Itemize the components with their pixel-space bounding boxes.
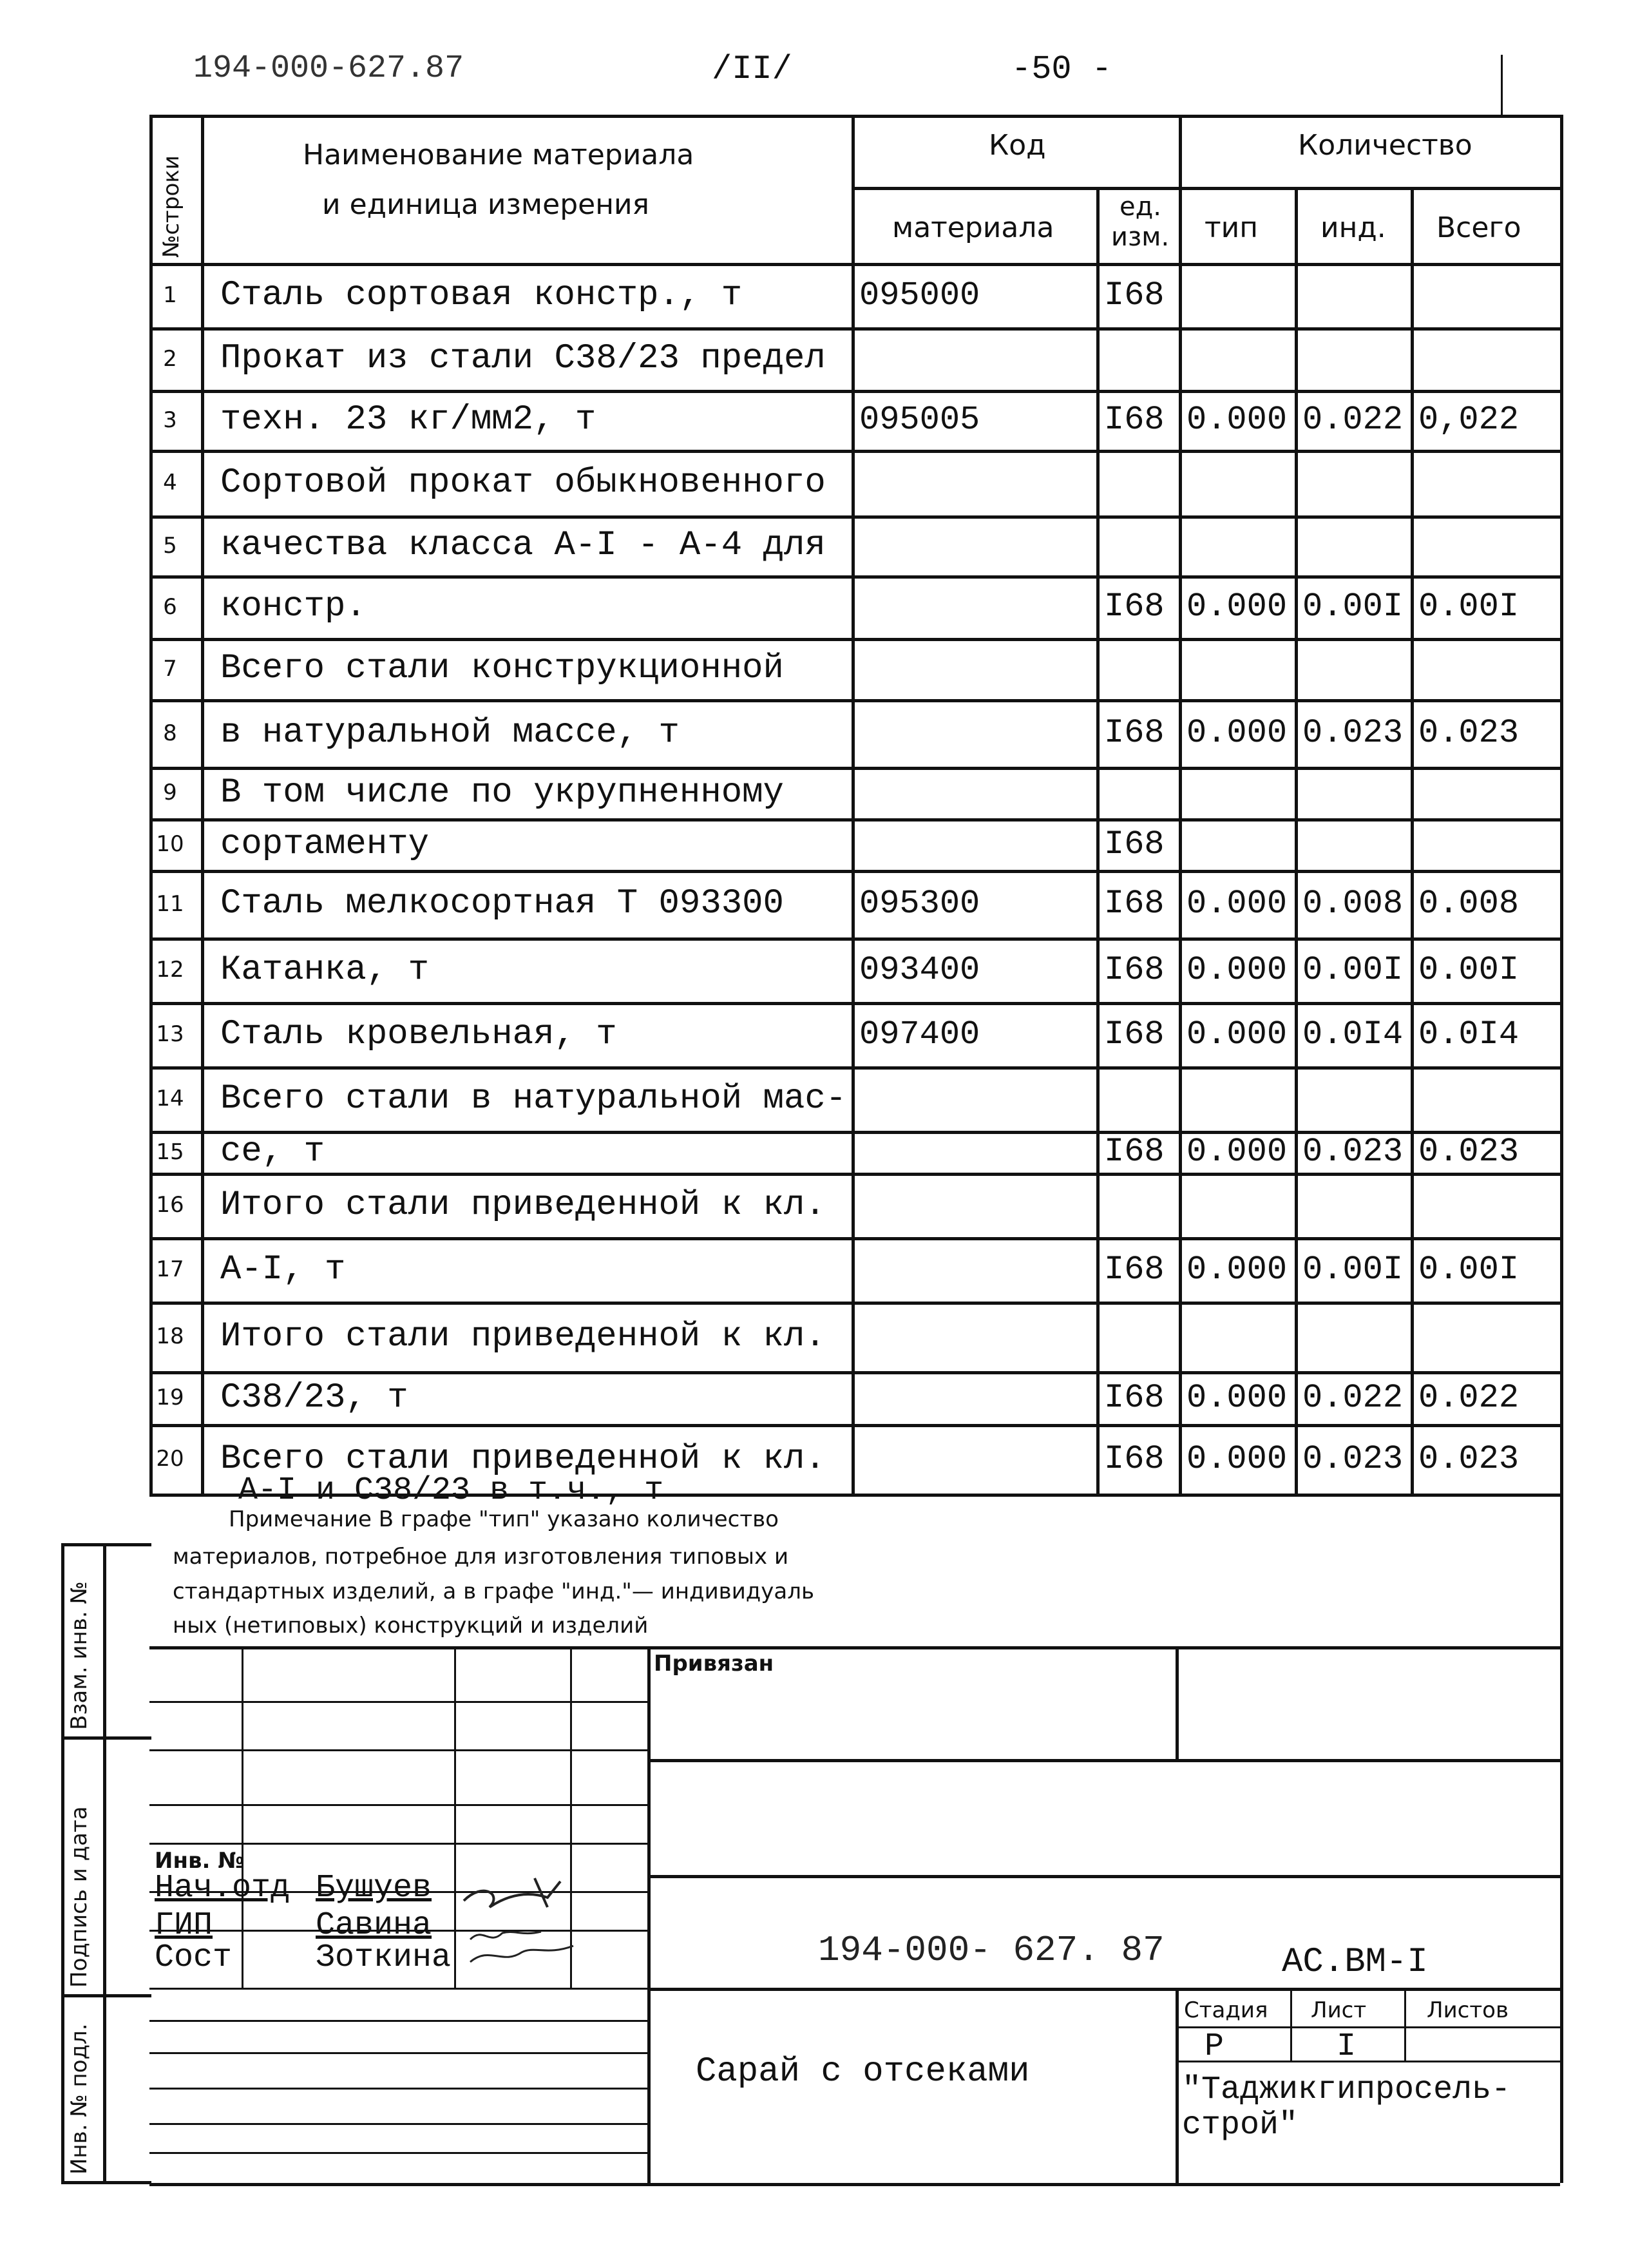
row-8-no: 8 — [163, 720, 177, 746]
row-15-no: 15 — [156, 1139, 184, 1165]
row-4-unit — [1104, 450, 1176, 515]
header-sheet-mark: /II/ — [712, 50, 792, 88]
side-strip-right — [103, 1543, 106, 2183]
row-18-total — [1418, 1302, 1558, 1371]
privyazan-label: Привязан — [654, 1651, 774, 1677]
row-4-total — [1418, 450, 1558, 515]
row-11-unit: I68 — [1104, 885, 1165, 923]
row-7-unit — [1104, 638, 1176, 699]
row-17-tip: 0.000 — [1186, 1250, 1288, 1289]
row-7-total — [1418, 638, 1558, 699]
signer-name-3: Зоткина — [316, 1939, 452, 1976]
row-10-total — [1418, 818, 1558, 870]
tb-col1 — [242, 1646, 243, 1988]
row-14-no: 14 — [156, 1086, 184, 1111]
row-19-ind: 0.022 — [1302, 1378, 1404, 1417]
title-block-row-line — [149, 2088, 647, 2090]
row-13-no: 13 — [156, 1021, 184, 1047]
title-block-row-line — [149, 1843, 647, 1845]
title-block-row-line — [149, 2152, 647, 2154]
row-2-no: 2 — [163, 345, 177, 372]
organization-line-2: строй" — [1182, 2107, 1299, 2144]
row-18-no: 18 — [156, 1323, 184, 1349]
signer-role-1: Нач.отд — [155, 1870, 291, 1907]
row-4-tip — [1186, 450, 1292, 515]
row-19-unit: I68 — [1104, 1378, 1165, 1417]
row-8-tip: 0.000 — [1186, 714, 1288, 752]
row-4-ind — [1302, 450, 1408, 515]
privyazan-right-divider — [1176, 1646, 1179, 1759]
row-20-ind: 0.023 — [1302, 1439, 1404, 1478]
row-2-ind — [1302, 327, 1408, 390]
row-13-total: 0.0I4 — [1418, 1015, 1519, 1053]
row-3-total: 0,022 — [1418, 401, 1519, 439]
table-top-border — [149, 115, 1560, 118]
header-row-no: №строки — [158, 155, 184, 258]
name-col-border — [852, 115, 855, 1494]
row-7-no: 7 — [163, 655, 177, 682]
row-3-unit: I68 — [1104, 401, 1165, 439]
row-6-unit: I68 — [1104, 588, 1165, 626]
row-16-total — [1418, 1173, 1558, 1237]
row-15-total: 0.023 — [1418, 1133, 1519, 1171]
row-11-no: 11 — [156, 890, 184, 917]
row-2-unit — [1104, 327, 1176, 390]
row-14-ind — [1302, 1066, 1408, 1131]
header-qty-total: Всего — [1436, 211, 1521, 244]
row-15-code — [859, 1131, 1094, 1173]
row-3-no: 3 — [163, 407, 177, 433]
row-19-code — [859, 1371, 1094, 1424]
row-14-total — [1418, 1066, 1558, 1131]
sheet-value: I — [1337, 2028, 1357, 2065]
row-5-unit — [1104, 515, 1176, 575]
row-11-ind: 0.008 — [1302, 885, 1404, 923]
inv-no-label: Инв. № — [155, 1848, 245, 1874]
header-code-unit-1: ед. — [1119, 192, 1161, 222]
material-col-border — [1096, 187, 1100, 1494]
header-code: Код — [989, 129, 1046, 162]
row-1-no: 1 — [163, 282, 177, 308]
row-16-ind — [1302, 1173, 1408, 1237]
title-block-row-line — [149, 2123, 647, 2125]
header-qty-ind: инд. — [1320, 211, 1386, 244]
organization-line-1: "Таджикгипросель- — [1182, 2071, 1511, 2108]
row-3-code: 095005 — [859, 401, 980, 439]
signer-name-1: Бушуев — [316, 1870, 432, 1907]
row-18-tip — [1186, 1302, 1292, 1371]
row-8-ind: 0.023 — [1302, 714, 1404, 752]
title-block-top — [149, 1646, 1560, 1649]
row-6-total: 0.00I — [1418, 588, 1519, 626]
row-9-unit — [1104, 767, 1176, 818]
row-10-ind — [1302, 818, 1408, 870]
row-19-tip: 0.000 — [1186, 1378, 1288, 1417]
row-9-tip — [1186, 767, 1292, 818]
note-line-4: ных (нетиповых) конструкций и изделий — [173, 1613, 649, 1639]
row-3-ind: 0.022 — [1302, 401, 1404, 439]
stage-col2 — [1404, 1988, 1406, 2061]
title-block-row-line — [149, 1804, 647, 1806]
row-1-total — [1418, 263, 1558, 327]
row-9-ind — [1302, 767, 1408, 818]
unit-col-border — [1179, 115, 1182, 1494]
header-name-line2: и единица измерения — [322, 188, 650, 221]
row-10-name: сортаменту — [220, 824, 430, 864]
row-4-code — [859, 450, 1094, 515]
row-13-code: 097400 — [859, 1015, 980, 1053]
row-12-ind: 0.00I — [1302, 950, 1404, 989]
row-16-code — [859, 1173, 1094, 1237]
signer-role-3: Сост — [155, 1939, 233, 1976]
row-1-tip — [1186, 263, 1292, 327]
row-5-name: качества класса А-I - А-4 для — [220, 526, 826, 565]
row-16-name: Итого стали приведенной к кл. — [220, 1185, 826, 1225]
row-11-code: 095300 — [859, 885, 980, 923]
signer-role-2: ГИП — [155, 1907, 213, 1944]
header-code-material: материала — [892, 211, 1054, 244]
tb-main-divider — [647, 1646, 651, 2183]
row-1-code: 095000 — [859, 276, 980, 314]
row-11-name: Сталь мелкосортная Т 093300 — [220, 884, 784, 923]
side-strip-div2 — [61, 1994, 151, 1997]
row-18-code — [859, 1302, 1094, 1371]
row-6-name: констр. — [220, 587, 367, 626]
row-2-total — [1418, 327, 1558, 390]
row-18-name: Итого стали приведенной к кл. — [220, 1316, 826, 1356]
row-3-name: техн. 23 кг/мм2, т — [220, 400, 596, 439]
ind-col-border — [1411, 187, 1414, 1494]
row-7-tip — [1186, 638, 1292, 699]
row-7-name: Всего стали конструкционной — [220, 649, 784, 688]
row-12-total: 0.00I — [1418, 950, 1519, 989]
row-11-total: 0.008 — [1418, 885, 1519, 923]
row-5-code — [859, 515, 1094, 575]
side-label-podpis: Подпись и дата — [66, 1806, 92, 1988]
row-12-no: 12 — [156, 957, 184, 983]
row-9-total — [1418, 767, 1558, 818]
row-17-name: А-I, т — [220, 1249, 346, 1289]
row-16-unit — [1104, 1173, 1176, 1237]
header-mark-line — [1501, 55, 1503, 116]
row-14-tip — [1186, 1066, 1292, 1131]
row-6-ind: 0.00I — [1302, 588, 1404, 626]
row-5-no: 5 — [163, 532, 177, 559]
table-right-border — [1560, 115, 1563, 2183]
row-12-tip: 0.000 — [1186, 950, 1288, 989]
row-9-code — [859, 767, 1094, 818]
row-17-total: 0.00I — [1418, 1250, 1519, 1289]
row-19-total: 0.022 — [1418, 1378, 1519, 1417]
row-6-code — [859, 575, 1094, 638]
title-block-row-line — [149, 1701, 647, 1703]
row-9-name: В том числе по укрупненному — [220, 773, 784, 812]
row-18-ind — [1302, 1302, 1408, 1371]
doc-mark: АС.ВМ-I — [1282, 1943, 1428, 1982]
row-20-name: Всего стали приведенной к кл. — [220, 1439, 826, 1479]
header-page-number: -50 - — [1011, 50, 1112, 88]
row-20-overflow: А-I и С38/23 в т.ч., т — [238, 1472, 664, 1509]
docnum-top — [647, 1875, 1560, 1878]
header-quantity: Количество — [1298, 129, 1472, 162]
row-4-name: Сортовой прокат обыкновенного — [220, 463, 826, 503]
row-13-tip: 0.000 — [1186, 1015, 1288, 1053]
row-9-no: 9 — [163, 780, 177, 805]
row-6-no: 6 — [163, 593, 177, 620]
row-7-code — [859, 638, 1094, 699]
row-7-ind — [1302, 638, 1408, 699]
row-20-tip: 0.000 — [1186, 1439, 1288, 1478]
doc-number: 194-000- 627. 87 — [818, 1930, 1165, 1971]
row-20-unit: I68 — [1104, 1439, 1165, 1478]
row-2-name: Прокат из стали С38/23 предел — [220, 339, 826, 378]
row-17-ind: 0.00I — [1302, 1250, 1404, 1289]
row-14-code — [859, 1066, 1094, 1131]
docnum-bottom — [647, 1988, 1560, 1991]
row-14-unit — [1104, 1066, 1176, 1131]
row-17-no: 17 — [156, 1256, 184, 1282]
row-19-no: 19 — [156, 1385, 184, 1410]
stage-value-line — [1176, 2061, 1560, 2062]
row-19-name: С38/23, т — [220, 1378, 408, 1418]
title-block-row-line — [149, 1749, 647, 1751]
row-15-name: се, т — [220, 1132, 325, 1171]
stage-col1 — [1290, 1988, 1292, 2061]
header-doc-code: 194-000-627.87 — [193, 50, 464, 87]
row-15-unit: I68 — [1104, 1133, 1165, 1171]
row-10-tip — [1186, 818, 1292, 870]
row-8-total: 0.023 — [1418, 714, 1519, 752]
row-8-code — [859, 699, 1094, 767]
row-18-unit — [1104, 1302, 1176, 1371]
row-5-ind — [1302, 515, 1408, 575]
privyazan-bottom — [647, 1759, 1560, 1762]
stage-left-divider — [1176, 1988, 1179, 2183]
object-name: Сарай с отсеками — [696, 2052, 1030, 2091]
header-qty-type: тип — [1205, 211, 1258, 244]
side-label-inv-podl: Инв. № подл. — [66, 2023, 92, 2175]
header-code-unit-2: изм. — [1111, 222, 1170, 252]
row-1-unit: I68 — [1104, 276, 1165, 314]
row-20-no: 20 — [156, 1446, 184, 1472]
row-20-code — [859, 1424, 1094, 1494]
row-8-name: в натуральной массе, т — [220, 713, 680, 753]
row-4-no: 4 — [163, 470, 177, 495]
row-11-tip: 0.000 — [1186, 885, 1288, 923]
row-1-ind — [1302, 263, 1408, 327]
side-strip-bottom — [61, 2181, 151, 2184]
row-13-unit: I68 — [1104, 1015, 1165, 1053]
row-12-unit: I68 — [1104, 950, 1165, 989]
row-10-no: 10 — [156, 831, 184, 857]
row-10-unit: I68 — [1104, 825, 1165, 863]
row-16-tip — [1186, 1173, 1292, 1237]
row-12-name: Катанка, т — [220, 950, 430, 990]
side-strip-top — [61, 1543, 151, 1546]
header-name-line1: Наименование материала — [303, 139, 694, 171]
side-label-vzam: Взам. инв. № — [66, 1581, 92, 1730]
stage-header-line — [1176, 2026, 1560, 2028]
note-line-3: стандартных изделий, а в графе "инд."— индивидуаль — [173, 1579, 815, 1604]
stage-value: Р — [1205, 2028, 1224, 2065]
row-10-code — [859, 818, 1094, 870]
note-top-line — [149, 1494, 1560, 1497]
sheets-label: Листов — [1427, 1997, 1509, 2023]
note-line-2: материалов, потребное для изготовления типовых и — [173, 1544, 789, 1570]
row-5-total — [1418, 515, 1558, 575]
row-15-ind: 0.023 — [1302, 1133, 1404, 1171]
title-block-row-line — [149, 2052, 647, 2054]
row-20-total: 0.023 — [1418, 1439, 1519, 1478]
row-16-no: 16 — [156, 1192, 184, 1218]
sheet-label: Лист — [1311, 1997, 1367, 2023]
row-2-code — [859, 327, 1094, 390]
row-17-code — [859, 1237, 1094, 1302]
row-14-name: Всего стали в натуральной мас- — [220, 1079, 847, 1119]
row-6-tip: 0.000 — [1186, 588, 1288, 626]
note-line-1: Примечание В графе "тип" указано количество — [229, 1506, 779, 1532]
row-3-tip: 0.000 — [1186, 401, 1288, 439]
title-block-row-line — [149, 2020, 647, 2022]
row-5-tip — [1186, 515, 1292, 575]
side-strip-div1 — [61, 1736, 151, 1740]
row-1-name: Сталь сортовая констр., т — [220, 275, 743, 315]
side-strip-left — [61, 1543, 64, 2183]
rownum-col-border — [201, 115, 204, 1494]
title-block-bottom — [149, 2183, 1560, 2186]
type-col-border — [1295, 187, 1298, 1494]
header-sub-line — [852, 187, 1560, 190]
stage-label: Стадия — [1184, 1997, 1268, 2023]
row-2-tip — [1186, 327, 1292, 390]
title-block-row-line — [149, 1988, 647, 1990]
row-8-unit: I68 — [1104, 714, 1165, 752]
row-15-tip: 0.000 — [1186, 1133, 1288, 1171]
row-13-ind: 0.0I4 — [1302, 1015, 1404, 1053]
signature-marks — [451, 1856, 586, 1972]
signer-name-2: Савина — [316, 1907, 432, 1944]
row-13-name: Сталь кровельная, т — [220, 1014, 617, 1054]
row-12-code: 093400 — [859, 950, 980, 989]
row-17-unit: I68 — [1104, 1250, 1165, 1289]
